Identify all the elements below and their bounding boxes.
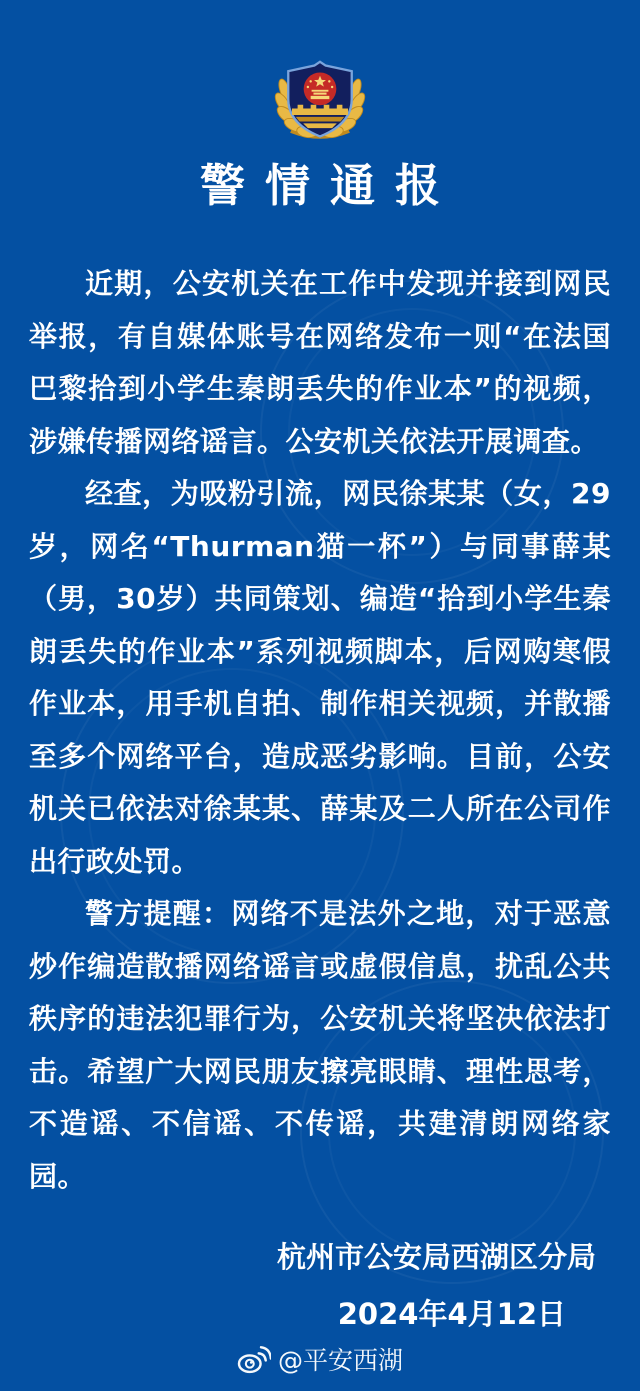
paragraph-investigation-intro: 近期，公安机关在工作中发现并接到网民举报，有自媒体账号在网络发布一则“在法国巴黎拾到小学生秦朗丢失的作业本”的视频，涉嫌传播网络谣言。公安机关依法开展调查。 bbox=[29, 267, 611, 458]
notice-body bbox=[0, 258, 640, 1203]
paragraph-police-reminder: 警方提醒：网络不是法外之地，对于恶意炒作编造散播网络谣言或虚假信息，扰乱公共秩序的违法犯罪行为，公安机关将坚决依法打击。希望广大网民朋友擦亮眼睛、理性思考，不造谣、不信谣、不传谣，共建清朗网络家园。 bbox=[29, 897, 611, 1193]
weibo-account-label: @平安西湖 bbox=[277, 1346, 403, 1375]
police-badge-icon bbox=[0, 0, 640, 148]
notice-title: 警情通报 bbox=[199, 159, 460, 212]
notice-date: 2024年4月12日 bbox=[337, 1297, 566, 1331]
issuing-authority: 杭州市公安局西湖区分局 bbox=[276, 1240, 596, 1274]
weibo-icon bbox=[237, 1344, 271, 1374]
paragraph-case-findings: 经查，为吸粉引流，网民徐某某（女，29岁，网名“Thurman猫一杯”）与同事薛某（男，30岁）共同策划、编造“拾到小学生秦朗丢失的作业本”系列视频脚本，后网购寒假作业本，用手机自拍、制作相关视频，并散播至多个网络平台，造成恶劣影响。目前，公安机关已依法对徐某某、薛某及二人所在公司作出行政处罚。 bbox=[29, 477, 611, 878]
footer-weibo bbox=[0, 1341, 640, 1377]
